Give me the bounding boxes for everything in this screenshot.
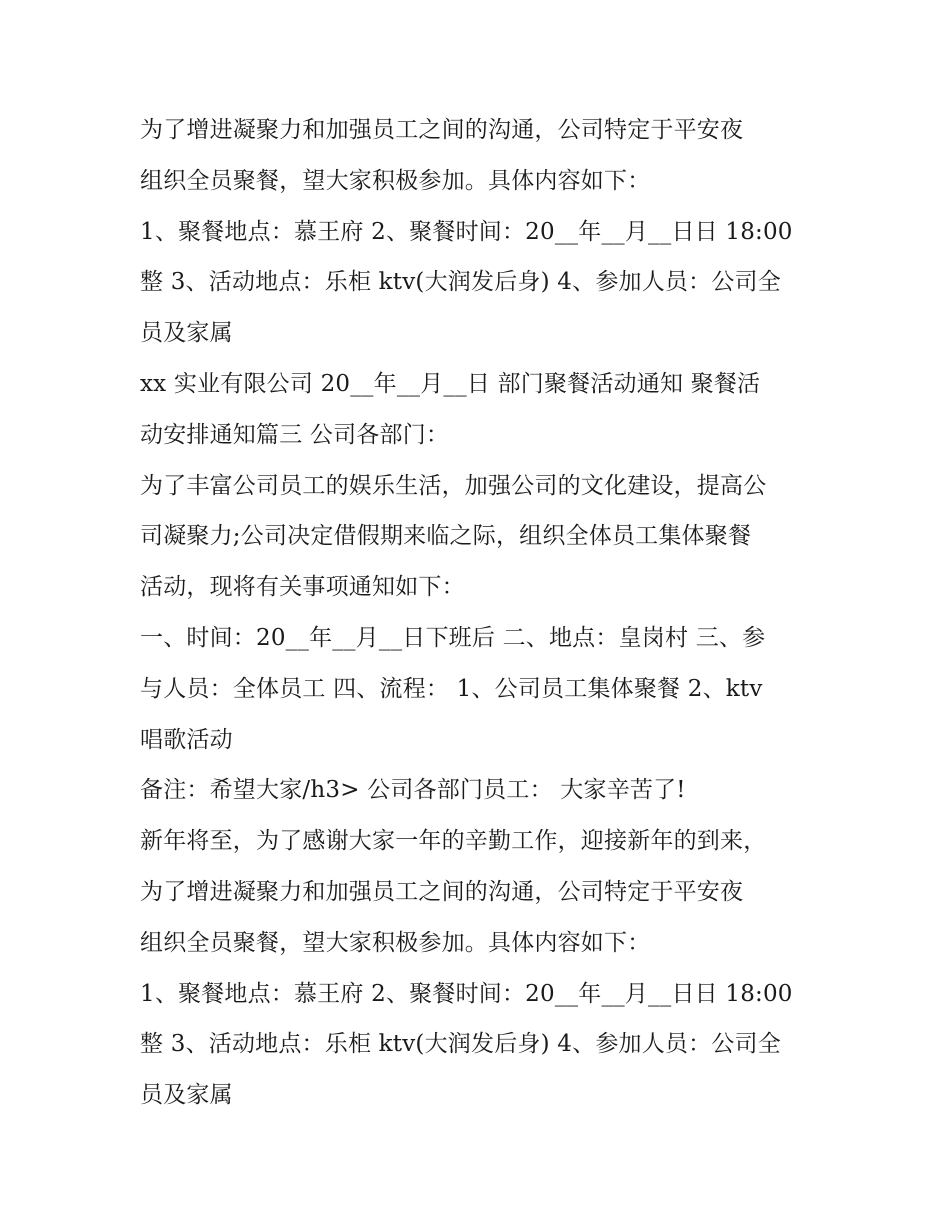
text-line: 活动，现将有关事项通知如下： (140, 574, 465, 601)
text-line: 为了增进凝聚力和加强员工之间的沟通，公司特定于平安夜 (140, 117, 744, 143)
text-line: 1、聚餐地点：慕王府 2、聚餐时间：20__年__月__日日 18:00 (140, 218, 793, 245)
text-line: 整 3、活动地点：乐柜 ktv(大润发后身) 4、参加人员：公司全 (140, 269, 781, 296)
text-line: 动安排通知篇三 公司各部门： (140, 421, 450, 448)
text-line: 备注：希望大家/h3> 公司各部门员工： 大家辛苦了! (140, 777, 686, 804)
text-line: xx 实业有限公司 20__年__月__日 部门聚餐活动通知 聚餐活 (140, 370, 761, 397)
text-line: 新年将至，为了感谢大家一年的辛勤工作，迎接新年的到来， (140, 828, 767, 855)
text-line: 员及家属 (140, 320, 233, 347)
text-line: 整 3、活动地点：乐柜 ktv(大润发后身) 4、参加人员：公司全 (140, 1031, 781, 1058)
text-line: 司凝聚力;公司决定借假期来临之际，组织全体员工集体聚餐 (140, 523, 752, 550)
text-line: 为了丰富公司员工的娱乐生活，加强公司的文化建设，提高公 (140, 472, 767, 499)
text-line: 为了增进凝聚力和加强员工之间的沟通，公司特定于平安夜 (140, 878, 744, 905)
text-line: 一、时间：20__年__月__日下班后 二、地点：皇岗村 三、参 (140, 624, 766, 651)
text-line: 唱歌活动 (140, 726, 233, 753)
text-line: 1、聚餐地点：慕王府 2、聚餐时间：20__年__月__日日 18:00 (140, 980, 793, 1007)
text-line: 组织全员聚餐，望大家积极参加。具体内容如下： (140, 167, 651, 194)
text-line: 与人员：全体员工 四、流程： 1、公司员工集体聚餐 2、ktv (140, 675, 763, 702)
document-body (140, 105, 820, 1121)
text-line: 员及家属 (140, 1082, 233, 1109)
text-line: 组织全员聚餐，望大家积极参加。具体内容如下： (140, 929, 651, 956)
